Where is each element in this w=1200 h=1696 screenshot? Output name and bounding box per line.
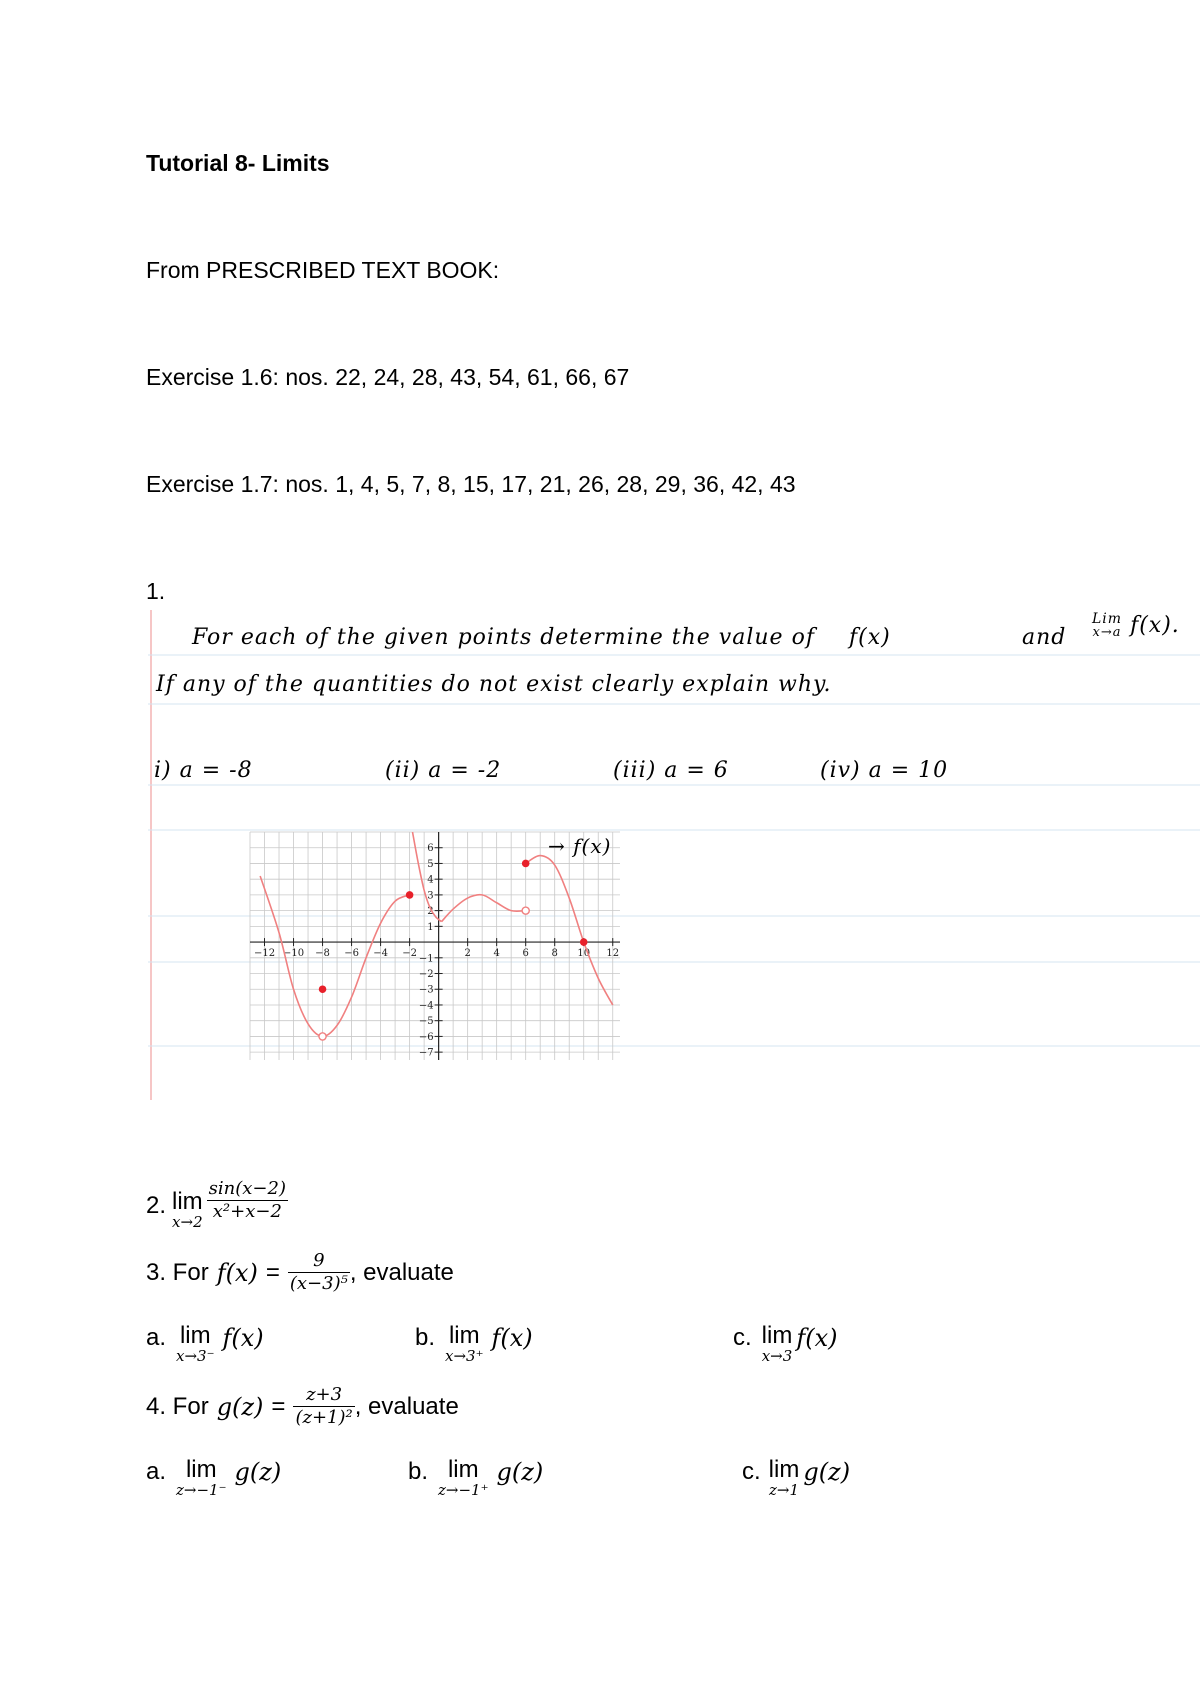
filled-point: [406, 891, 414, 899]
curve-label-text: f(x): [573, 834, 612, 858]
q4-part-c: [742, 1458, 850, 1498]
q4-part-a: [146, 1458, 281, 1498]
q3a-sub: x→3⁻: [176, 1347, 215, 1365]
y-tick-label: −5: [418, 1016, 434, 1028]
q2-number: 2.: [146, 1192, 167, 1219]
q3-prefix: 3. For: [146, 1258, 209, 1286]
q4-denominator: (z+1)²: [295, 1407, 353, 1428]
x-tick-label: 8: [551, 948, 558, 960]
arrow-icon: →: [548, 834, 574, 858]
question-3: [146, 1250, 454, 1295]
q4c-lim: lim: [768, 1456, 800, 1483]
q3c-expr: f(x): [796, 1324, 838, 1352]
x-tick-label: 2: [464, 948, 471, 960]
q4a-sub: z→−1⁻: [176, 1481, 227, 1499]
point-iv: (iv) a = 10: [820, 758, 949, 783]
x-tick-label: −6: [344, 948, 359, 960]
filled-point: [522, 860, 530, 868]
q2-denominator: x²+x−2: [207, 1200, 288, 1223]
y-tick-label: −7: [418, 1047, 434, 1059]
y-tick-label: 4: [427, 874, 434, 886]
y-tick-label: 5: [427, 858, 434, 870]
point-ii: (ii) a = -2: [385, 758, 502, 783]
q4c-expr: g(z): [803, 1458, 851, 1486]
filled-point: [319, 985, 327, 993]
q4a-lim: lim: [185, 1456, 217, 1483]
q3-denominator: (x−3)⁵: [289, 1273, 348, 1294]
exercise-1-7: Exercise 1.7: nos. 1, 4, 5, 7, 8, 15, 17, 21, 26, 28, 29, 36, 42, 43: [146, 471, 796, 497]
lim-sub: x→a: [1092, 625, 1122, 640]
x-tick-label: −8: [315, 948, 330, 960]
q3c-lim: lim: [761, 1322, 793, 1349]
q3c-label: c.: [733, 1324, 752, 1351]
y-tick-label: −6: [418, 1031, 434, 1043]
lim-word: Lim: [1092, 611, 1123, 627]
q3-equals: =: [265, 1258, 280, 1286]
q2-lim: lim: [172, 1188, 203, 1215]
q3a-expr: f(x): [222, 1324, 264, 1352]
x-tick-label: −4: [373, 948, 388, 960]
question-4: [146, 1384, 459, 1429]
y-tick-label: −2: [418, 969, 434, 981]
curve-segment: [442, 895, 526, 922]
page-title: Tutorial 8- Limits: [146, 150, 330, 176]
q4b-sub: z→−1⁺: [438, 1481, 489, 1499]
q2-lim-sub: x→2: [172, 1213, 203, 1231]
x-tick-label: 4: [493, 948, 500, 960]
q4c-sub: z→1: [768, 1481, 799, 1499]
q3-part-b: [415, 1324, 533, 1364]
q3c-sub: x→3: [761, 1347, 793, 1365]
q4c-label: c.: [742, 1458, 761, 1485]
x-tick-label: −12: [253, 948, 276, 960]
q3b-label: b.: [415, 1324, 436, 1351]
q4b-label: b.: [408, 1458, 429, 1485]
handwritten-line-1: [192, 625, 891, 650]
q3b-sub: x→3⁺: [445, 1347, 484, 1365]
fx-text: f(x): [848, 625, 891, 650]
q4-part-b: [408, 1458, 543, 1498]
y-tick-label: 3: [427, 890, 434, 902]
y-tick-label: 1: [427, 921, 434, 933]
exercise-1-6: Exercise 1.6: nos. 22, 24, 28, 43, 54, 61, 66, 67: [146, 364, 630, 390]
y-tick-label: −3: [418, 984, 434, 996]
x-tick-label: −2: [402, 948, 417, 960]
question-1-number: 1.: [146, 578, 166, 604]
y-tick-label: −1: [418, 953, 434, 965]
q3b-expr: f(x): [491, 1324, 533, 1352]
x-tick-label: 10: [577, 948, 591, 960]
x-tick-label: 12: [606, 948, 620, 960]
filled-point: [580, 938, 588, 946]
y-tick-label: 6: [427, 843, 434, 855]
q4-prefix: 4. For: [146, 1392, 209, 1420]
q3b-lim: lim: [448, 1322, 480, 1349]
q3a-lim: lim: [179, 1322, 211, 1349]
q4-gz: g(z): [216, 1392, 264, 1421]
handwritten-limit: [1092, 612, 1180, 640]
y-tick-label: 2: [427, 906, 434, 918]
question-2: [146, 1178, 288, 1230]
instruction-text: For each of the given points determine the value of: [192, 625, 815, 650]
handwritten-line-2: If any of the quantities do not exist clearly explain why.: [156, 672, 832, 697]
q4b-expr: g(z): [496, 1458, 544, 1486]
q2-numerator: sin(x−2): [208, 1178, 286, 1199]
x-tick-label: 6: [522, 948, 529, 960]
q3-part-c: [733, 1324, 837, 1364]
curve-label: [548, 834, 611, 858]
point-i: i) a = -8: [154, 758, 253, 783]
x-tick-label: −10: [282, 948, 305, 960]
handwritten-and: and: [1022, 625, 1067, 650]
q4a-label: a.: [146, 1458, 167, 1485]
open-point: [319, 1033, 326, 1040]
q4a-expr: g(z): [234, 1458, 282, 1486]
lim-fx: f(x).: [1130, 613, 1180, 638]
q4-equals: =: [271, 1392, 286, 1420]
q3-numerator: 9: [313, 1250, 325, 1271]
q3-fx: f(x): [216, 1258, 258, 1287]
open-point: [522, 907, 529, 914]
q4b-lim: lim: [447, 1456, 479, 1483]
function-graph: [240, 826, 630, 1066]
q4-suffix: , evaluate: [354, 1392, 459, 1420]
q4-numerator: z+3: [306, 1384, 343, 1405]
y-tick-label: −4: [418, 1000, 434, 1012]
q3a-label: a.: [146, 1324, 167, 1351]
source-line: From PRESCRIBED TEXT BOOK:: [146, 257, 500, 283]
q3-suffix: , evaluate: [349, 1258, 454, 1286]
q3-part-a: [146, 1324, 264, 1364]
point-iii: (iii) a = 6: [613, 758, 729, 783]
